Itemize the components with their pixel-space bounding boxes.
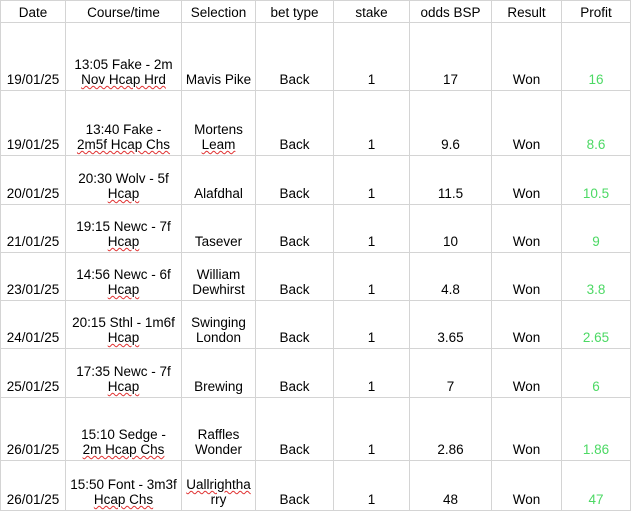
selection-cell[interactable] <box>182 461 256 511</box>
date-cell[interactable]: 21/01/25 <box>1 205 66 253</box>
stake-cell[interactable]: 1 <box>334 461 410 511</box>
bet-type-cell[interactable]: Back <box>256 398 334 461</box>
course-line: Hcap <box>107 234 140 249</box>
selection-line: Wonder <box>194 442 243 457</box>
profit-cell[interactable]: 9 <box>562 205 631 253</box>
course-line: 19:15 Newc - 7f <box>76 219 171 234</box>
selection-line: Alafdhal <box>194 186 243 201</box>
header-selection[interactable]: Selection <box>182 1 256 23</box>
selection-line: Uallrightha <box>186 477 251 492</box>
course-line: 15:50 Font - 3m3f <box>70 477 177 492</box>
course-line: 15:10 Sedge - <box>81 427 166 442</box>
course-line: 20:30 Wolv - 5f <box>78 171 169 186</box>
date-cell[interactable]: 19/01/25 <box>1 91 66 156</box>
selection-line: Mortens <box>194 122 243 137</box>
odds-cell[interactable]: 17 <box>410 23 492 91</box>
table-row <box>1 91 631 156</box>
course-cell[interactable] <box>66 461 182 511</box>
table-row <box>1 253 631 301</box>
odds-cell[interactable]: 9.6 <box>410 91 492 156</box>
bet-type-cell[interactable]: Back <box>256 91 334 156</box>
result-cell[interactable]: Won <box>492 301 562 349</box>
course-cell[interactable] <box>66 301 182 349</box>
course-line: Hcap Chs <box>93 492 154 507</box>
stake-cell[interactable]: 1 <box>334 398 410 461</box>
table-row <box>1 23 631 91</box>
table-row <box>1 301 631 349</box>
odds-cell[interactable]: 11.5 <box>410 156 492 205</box>
course-cell[interactable] <box>66 253 182 301</box>
course-cell[interactable] <box>66 91 182 156</box>
course-line: 2m Hcap Chs <box>82 442 165 457</box>
selection-line: London <box>195 330 242 345</box>
course-line: 14:56 Newc - 6f <box>76 267 171 282</box>
table-row <box>1 398 631 461</box>
bet-type-cell[interactable]: Back <box>256 156 334 205</box>
profit-cell[interactable]: 47 <box>562 461 631 511</box>
selection-cell[interactable] <box>182 156 256 205</box>
selection-line: Brewing <box>194 379 243 394</box>
bet-type-cell[interactable]: Back <box>256 461 334 511</box>
header-date[interactable]: Date <box>1 1 66 23</box>
stake-cell[interactable]: 1 <box>334 253 410 301</box>
selection-cell[interactable] <box>182 301 256 349</box>
date-cell[interactable]: 19/01/25 <box>1 23 66 91</box>
course-line: Hcap <box>107 186 140 201</box>
profit-cell[interactable]: 6 <box>562 349 631 398</box>
bet-type-cell[interactable]: Back <box>256 301 334 349</box>
course-cell[interactable] <box>66 349 182 398</box>
date-cell[interactable]: 20/01/25 <box>1 156 66 205</box>
selection-line: Swinging <box>191 315 246 330</box>
odds-cell[interactable]: 4.8 <box>410 253 492 301</box>
selection-line: rry <box>210 492 227 507</box>
selection-line: Tasever <box>194 234 243 249</box>
result-cell[interactable]: Won <box>492 398 562 461</box>
result-cell[interactable]: Won <box>492 461 562 511</box>
table-row <box>1 205 631 253</box>
result-cell[interactable]: Won <box>492 205 562 253</box>
table-row <box>1 156 631 205</box>
selection-cell[interactable] <box>182 349 256 398</box>
profit-cell[interactable]: 10.5 <box>562 156 631 205</box>
date-cell[interactable]: 26/01/25 <box>1 461 66 511</box>
course-cell[interactable] <box>66 156 182 205</box>
selection-line: Mavis Pike <box>185 72 252 87</box>
profit-cell[interactable]: 2.65 <box>562 301 631 349</box>
header-bet-type[interactable]: bet type <box>256 1 334 23</box>
result-cell[interactable]: Won <box>492 349 562 398</box>
result-cell[interactable]: Won <box>492 23 562 91</box>
date-cell[interactable]: 24/01/25 <box>1 301 66 349</box>
course-line: Nov Hcap Hrd <box>81 72 166 87</box>
stake-cell[interactable]: 1 <box>334 301 410 349</box>
odds-cell[interactable]: 3.65 <box>410 301 492 349</box>
result-cell[interactable]: Won <box>492 91 562 156</box>
course-line: 13:40 Fake - <box>85 122 162 137</box>
profit-cell[interactable]: 1.86 <box>562 398 631 461</box>
odds-cell[interactable]: 48 <box>410 461 492 511</box>
bet-type-cell[interactable]: Back <box>256 205 334 253</box>
course-line: 13:05 Fake - 2m <box>74 57 173 72</box>
course-line: Hcap <box>107 379 140 394</box>
selection-line: Raffles <box>197 427 240 442</box>
selection-cell[interactable] <box>182 398 256 461</box>
selection-line: Dewhirst <box>192 282 245 297</box>
date-cell[interactable]: 25/01/25 <box>1 349 66 398</box>
stake-cell[interactable]: 1 <box>334 349 410 398</box>
profit-cell[interactable]: 8.6 <box>562 91 631 156</box>
bet-type-cell[interactable]: Back <box>256 253 334 301</box>
header-row <box>1 1 631 23</box>
header-result[interactable]: Result <box>492 1 562 23</box>
course-line: 20:15 Sthl - 1m6f <box>72 315 175 330</box>
bet-type-cell[interactable]: Back <box>256 349 334 398</box>
header-odds[interactable]: odds BSP <box>410 1 492 23</box>
selection-cell[interactable] <box>182 205 256 253</box>
selection-line: William <box>196 267 241 282</box>
course-cell[interactable] <box>66 398 182 461</box>
stake-cell[interactable]: 1 <box>334 91 410 156</box>
odds-cell[interactable]: 2.86 <box>410 398 492 461</box>
course-line: Hcap <box>107 282 140 297</box>
header-stake[interactable]: stake <box>334 1 410 23</box>
table-row <box>1 461 631 511</box>
stake-cell[interactable]: 1 <box>334 205 410 253</box>
result-cell[interactable]: Won <box>492 253 562 301</box>
course-line: 17:35 Newc - 7f <box>76 364 171 379</box>
stake-cell[interactable]: 1 <box>334 156 410 205</box>
profit-cell[interactable]: 3.8 <box>562 253 631 301</box>
selection-cell[interactable] <box>182 91 256 156</box>
stake-cell[interactable]: 1 <box>334 23 410 91</box>
course-cell[interactable] <box>66 23 182 91</box>
header-profit[interactable]: Profit <box>562 1 631 23</box>
date-cell[interactable]: 26/01/25 <box>1 398 66 461</box>
odds-cell[interactable]: 7 <box>410 349 492 398</box>
result-cell[interactable]: Won <box>492 156 562 205</box>
course-cell[interactable] <box>66 205 182 253</box>
selection-cell[interactable] <box>182 253 256 301</box>
date-cell[interactable]: 23/01/25 <box>1 253 66 301</box>
course-line: 2m5f Hcap Chs <box>76 137 171 152</box>
profit-cell[interactable]: 16 <box>562 23 631 91</box>
selection-cell[interactable] <box>182 23 256 91</box>
odds-cell[interactable]: 10 <box>410 205 492 253</box>
header-course-time[interactable]: Course/time <box>66 1 182 23</box>
selection-line: Leam <box>201 137 236 152</box>
course-line: Hcap <box>107 330 140 345</box>
table-row <box>1 349 631 398</box>
bet-type-cell[interactable]: Back <box>256 23 334 91</box>
